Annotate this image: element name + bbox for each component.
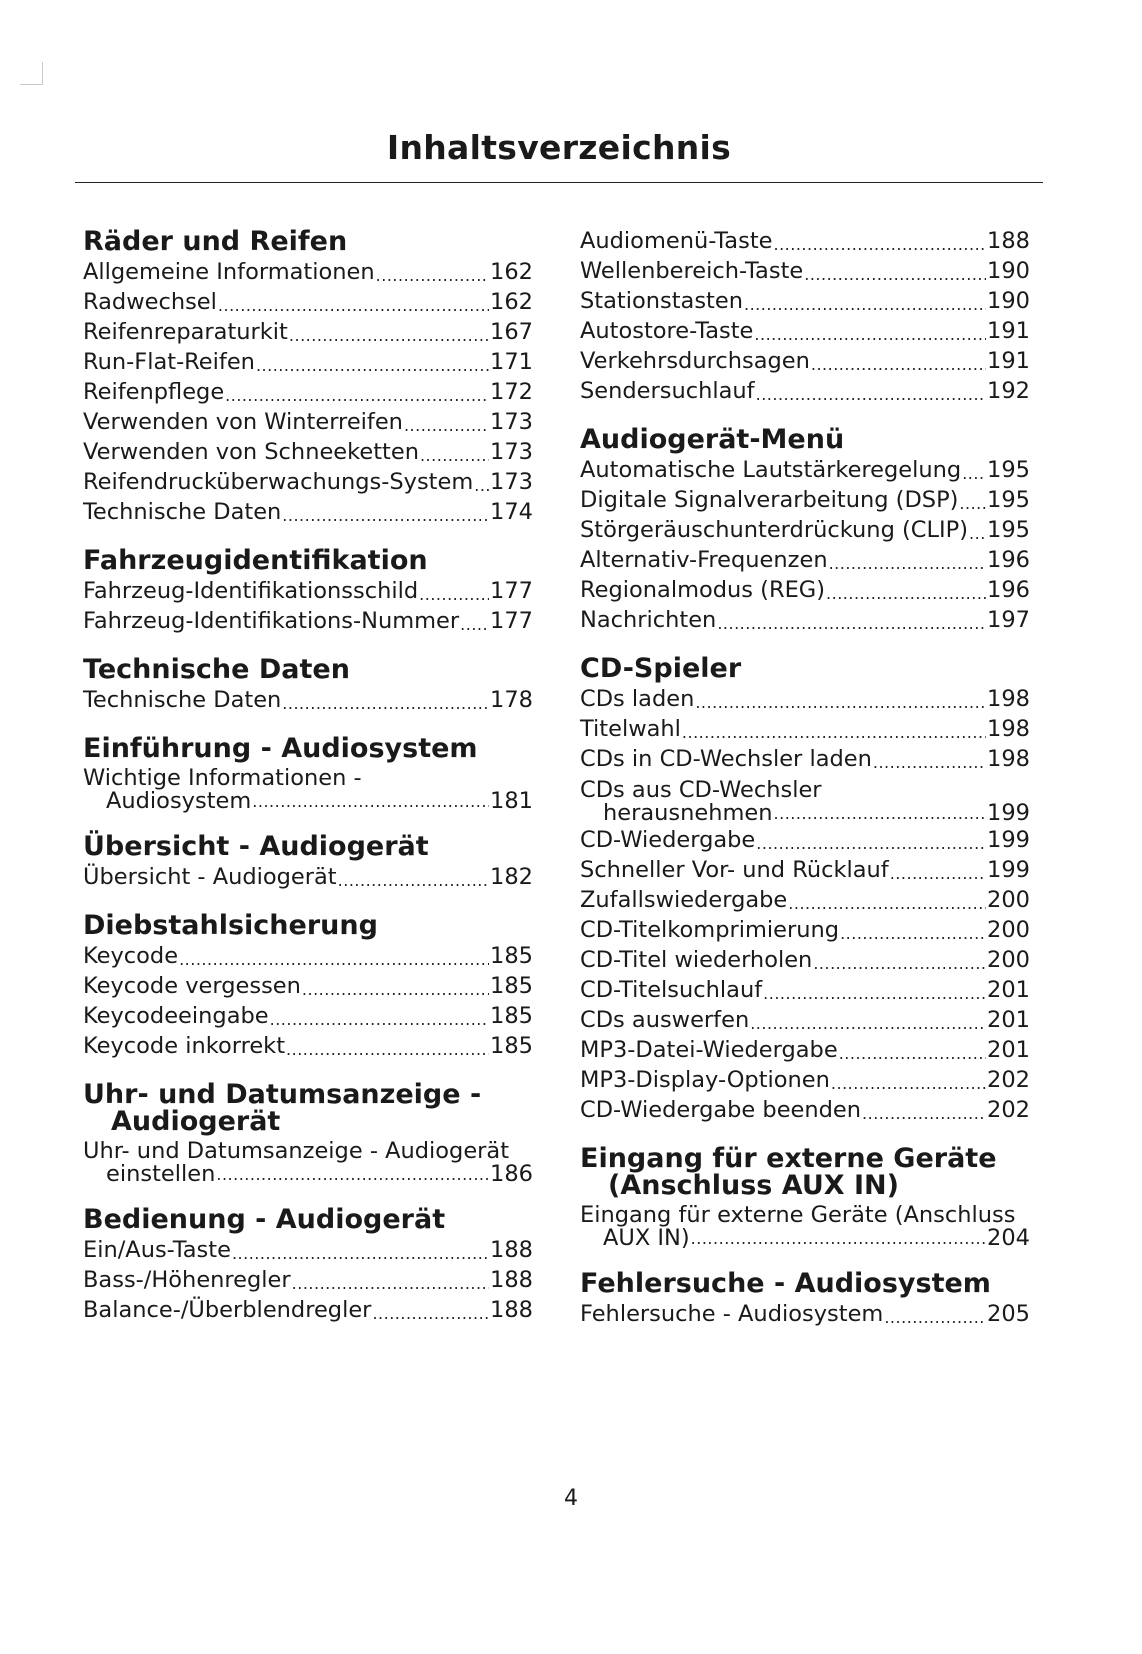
entry-page-number: 192 bbox=[987, 378, 1030, 404]
toc-entry[interactable] bbox=[83, 497, 533, 527]
entry-title: Ein/Aus-Taste bbox=[83, 1237, 231, 1263]
section-heading-text: Technische Daten bbox=[83, 654, 350, 685]
toc-entry[interactable] bbox=[580, 346, 1030, 376]
dot-leader bbox=[804, 264, 986, 286]
entry-page-number: 177 bbox=[490, 608, 533, 634]
dot-leader bbox=[890, 863, 986, 885]
dot-leader bbox=[179, 949, 489, 971]
toc-entry[interactable] bbox=[580, 885, 1030, 915]
entry-title: Allgemeine Informationen bbox=[83, 259, 375, 285]
section-heading[interactable] bbox=[83, 656, 533, 683]
toc-entry[interactable] bbox=[83, 407, 533, 437]
entry-title: CD-Wiedergabe beenden bbox=[580, 1097, 862, 1123]
toc-section bbox=[580, 226, 1030, 406]
toc-entry[interactable] bbox=[580, 744, 1030, 774]
dot-leader bbox=[256, 355, 489, 377]
entry-page-number: 199 bbox=[987, 800, 1030, 826]
entry-title: Keycode inkorrekt bbox=[83, 1033, 286, 1059]
dot-leader bbox=[460, 614, 489, 636]
entry-title-continued: herausnehmen bbox=[603, 800, 773, 826]
toc-entry[interactable] bbox=[83, 606, 533, 636]
entry-page-number: 205 bbox=[987, 1301, 1030, 1327]
section-heading-text-continued: (Anschluss AUX IN) bbox=[608, 1170, 899, 1201]
entry-title: Reifenreparaturkit bbox=[83, 319, 288, 345]
toc-entry[interactable] bbox=[580, 779, 1030, 825]
toc-entry[interactable] bbox=[83, 1235, 533, 1265]
entry-page-number: 200 bbox=[987, 887, 1030, 913]
entry-title: Alternativ-Frequenzen bbox=[580, 547, 828, 573]
entry-page-number: 181 bbox=[490, 788, 533, 814]
dot-leader bbox=[811, 354, 986, 376]
dot-leader bbox=[754, 324, 986, 346]
entry-page-number: 204 bbox=[987, 1225, 1030, 1251]
toc-entry[interactable] bbox=[83, 971, 533, 1001]
toc-entry[interactable] bbox=[83, 1031, 533, 1061]
dot-leader bbox=[232, 1243, 489, 1265]
entry-title-continued: AUX IN) bbox=[603, 1225, 690, 1251]
toc-section bbox=[83, 912, 533, 1061]
entry-page-number: 185 bbox=[490, 943, 533, 969]
entry-title: Schneller Vor- und Rücklauf bbox=[580, 857, 889, 883]
section-heading[interactable] bbox=[580, 1270, 1030, 1297]
toc-section bbox=[83, 833, 533, 892]
toc-entry[interactable] bbox=[83, 576, 533, 606]
entry-page-number: 185 bbox=[490, 973, 533, 999]
dot-leader bbox=[840, 923, 986, 945]
entry-title: Reifendrucküberwachungs-System bbox=[83, 469, 474, 495]
dot-leader bbox=[756, 384, 986, 406]
entry-title-continued: einstellen bbox=[106, 1161, 216, 1187]
toc-entry[interactable] bbox=[83, 437, 533, 467]
entry-page-number: 190 bbox=[987, 288, 1030, 314]
toc-entry[interactable] bbox=[580, 1204, 1030, 1250]
dot-leader bbox=[717, 613, 986, 635]
toc-entry[interactable] bbox=[83, 317, 533, 347]
section-heading[interactable] bbox=[83, 547, 533, 574]
toc-entry[interactable] bbox=[580, 915, 1030, 945]
dot-leader bbox=[831, 1073, 986, 1095]
entry-page-number: 201 bbox=[987, 1007, 1030, 1033]
dot-leader bbox=[695, 692, 986, 714]
entry-page-number: 188 bbox=[490, 1297, 533, 1323]
toc-entry[interactable] bbox=[83, 767, 533, 813]
entry-page-number: 195 bbox=[987, 517, 1030, 543]
toc-section bbox=[83, 1206, 533, 1325]
toc-entry[interactable] bbox=[83, 377, 533, 407]
toc-entry[interactable] bbox=[580, 1005, 1030, 1035]
section-heading[interactable] bbox=[83, 912, 533, 939]
entry-title: Nachrichten bbox=[580, 607, 717, 633]
entry-title: Balance-/Überblendregler bbox=[83, 1297, 372, 1323]
entry-page-number: 186 bbox=[490, 1161, 533, 1187]
entry-page-number: 178 bbox=[490, 687, 533, 713]
entry-page-number: 195 bbox=[987, 457, 1030, 483]
section-heading[interactable] bbox=[83, 1206, 533, 1233]
entry-title: Automatische Lautstärkeregelung bbox=[580, 457, 962, 483]
toc-entry[interactable] bbox=[83, 1001, 533, 1031]
entry-title: CD-Titelkomprimierung bbox=[580, 917, 840, 943]
entry-title: Technische Daten bbox=[83, 687, 282, 713]
entry-page-number: 190 bbox=[987, 258, 1030, 284]
entry-page-number: 185 bbox=[490, 1003, 533, 1029]
entry-title: Bass-/Höhenregler bbox=[83, 1267, 291, 1293]
dot-leader bbox=[252, 791, 489, 813]
dot-leader bbox=[829, 553, 986, 575]
entry-title: Stationstasten bbox=[580, 288, 743, 314]
toc-column-left bbox=[83, 228, 533, 1345]
entry-title: Keycodeeingabe bbox=[83, 1003, 269, 1029]
dot-leader bbox=[420, 445, 489, 467]
entry-title: CDs laden bbox=[580, 686, 695, 712]
dot-leader bbox=[756, 833, 986, 855]
dot-leader bbox=[289, 325, 489, 347]
entry-title: Wichtige Informationen - bbox=[83, 765, 362, 791]
entry-title: Digitale Signalverarbeitung (DSP) bbox=[580, 487, 959, 513]
toc-entry[interactable] bbox=[580, 316, 1030, 346]
toc-entry[interactable] bbox=[580, 1035, 1030, 1065]
toc-column-right bbox=[580, 228, 1030, 1349]
entry-page-number: 191 bbox=[987, 348, 1030, 374]
entry-page-number: 182 bbox=[490, 864, 533, 890]
toc-entry[interactable] bbox=[580, 485, 1030, 515]
section-heading[interactable] bbox=[580, 1145, 1030, 1199]
entry-title: MP3-Datei-Wiedergabe bbox=[580, 1037, 838, 1063]
entry-page-number: 167 bbox=[490, 319, 533, 345]
entry-title: Radwechsel bbox=[83, 289, 217, 315]
entry-title: Audiomenü-Taste bbox=[580, 228, 773, 254]
entry-title: Titelwahl bbox=[580, 716, 681, 742]
entry-page-number: 172 bbox=[490, 379, 533, 405]
dot-leader bbox=[282, 693, 489, 715]
toc-entry[interactable] bbox=[580, 286, 1030, 316]
toc-entry[interactable] bbox=[580, 1095, 1030, 1125]
entry-page-number: 191 bbox=[987, 318, 1030, 344]
dot-leader bbox=[839, 1043, 986, 1065]
section-heading[interactable] bbox=[83, 228, 533, 255]
toc-section bbox=[83, 735, 533, 813]
toc-section bbox=[83, 656, 533, 715]
toc-entry[interactable] bbox=[580, 975, 1030, 1005]
entry-page-number: 188 bbox=[490, 1267, 533, 1293]
entry-page-number: 201 bbox=[987, 977, 1030, 1003]
entry-title: CDs aus CD-Wechsler bbox=[580, 777, 822, 803]
toc-entry[interactable] bbox=[83, 685, 533, 715]
toc-section bbox=[580, 426, 1030, 635]
dot-leader bbox=[959, 493, 986, 515]
entry-title-continued-line bbox=[580, 1227, 1030, 1250]
toc-entry[interactable] bbox=[83, 941, 533, 971]
toc-entry[interactable] bbox=[83, 1265, 533, 1295]
dot-leader bbox=[744, 294, 986, 316]
entry-page-number: 185 bbox=[490, 1033, 533, 1059]
entry-page-number: 162 bbox=[490, 259, 533, 285]
dot-leader bbox=[691, 1228, 986, 1250]
dot-leader bbox=[404, 415, 489, 437]
entry-title: Verwenden von Winterreifen bbox=[83, 409, 403, 435]
entry-title: Keycode vergessen bbox=[83, 973, 301, 999]
toc-entry[interactable] bbox=[83, 1295, 533, 1325]
section-heading-text: Räder und Reifen bbox=[83, 226, 348, 257]
toc-section bbox=[580, 1145, 1030, 1250]
section-heading-text: Fehlersuche - Audiosystem bbox=[580, 1268, 991, 1299]
entry-page-number: 199 bbox=[987, 857, 1030, 883]
entry-page-number: 177 bbox=[490, 578, 533, 604]
dot-leader bbox=[862, 1103, 986, 1125]
entry-title-continued: Audiosystem bbox=[106, 788, 252, 814]
dot-leader bbox=[873, 752, 986, 774]
section-heading-text: CD-Spieler bbox=[580, 653, 742, 684]
entry-title-continued-line bbox=[580, 802, 1030, 825]
entry-page-number: 196 bbox=[987, 577, 1030, 603]
entry-title: Fahrzeug-Identifikationsschild bbox=[83, 578, 419, 604]
section-heading-text: Bedienung - Audiogerät bbox=[83, 1204, 446, 1235]
toc-entry[interactable] bbox=[83, 287, 533, 317]
toc-entry[interactable] bbox=[83, 467, 533, 497]
entry-title: Technische Daten bbox=[83, 499, 282, 525]
entry-page-number: 200 bbox=[987, 917, 1030, 943]
title-divider bbox=[75, 182, 1043, 183]
dot-leader bbox=[969, 523, 986, 545]
entry-title: CD-Wiedergabe bbox=[580, 827, 756, 853]
entry-page-number: 188 bbox=[490, 1237, 533, 1263]
entry-title: Fahrzeug-Identifikations-Nummer bbox=[83, 608, 460, 634]
dot-leader bbox=[788, 893, 986, 915]
section-heading-text: Übersicht - Audiogerät bbox=[83, 831, 429, 862]
entry-title: Eingang für externe Geräte (Anschluss bbox=[580, 1202, 1016, 1228]
page-title: Inhaltsverzeichnis bbox=[386, 128, 732, 167]
toc-entry[interactable] bbox=[580, 455, 1030, 485]
entry-title: Uhr- und Datumsanzeige - Audiogerät bbox=[83, 1138, 510, 1164]
toc-entry[interactable] bbox=[580, 1299, 1030, 1329]
entry-title: Störgeräuschunterdrückung (CLIP) bbox=[580, 517, 969, 543]
toc-entry[interactable] bbox=[83, 257, 533, 287]
dot-leader bbox=[225, 385, 489, 407]
entry-title: Reifenpflege bbox=[83, 379, 225, 405]
dot-leader bbox=[826, 583, 986, 605]
section-heading-text: Audiogerät-Menü bbox=[580, 424, 845, 455]
toc-entry[interactable] bbox=[580, 256, 1030, 286]
toc-entry[interactable] bbox=[580, 1065, 1030, 1095]
entry-title: CDs auswerfen bbox=[580, 1007, 750, 1033]
toc-entry[interactable] bbox=[580, 855, 1030, 885]
dot-leader bbox=[884, 1307, 986, 1329]
dot-leader bbox=[286, 1039, 489, 1061]
toc-section bbox=[83, 228, 533, 527]
entry-title: CDs in CD-Wechsler laden bbox=[580, 746, 872, 772]
entry-title: Sendersuchlauf bbox=[580, 378, 755, 404]
entry-page-number: 196 bbox=[987, 547, 1030, 573]
toc-entry[interactable] bbox=[83, 347, 533, 377]
entry-page-number: 201 bbox=[987, 1037, 1030, 1063]
section-heading[interactable] bbox=[83, 833, 533, 860]
entry-page-number: 173 bbox=[490, 409, 533, 435]
dot-leader bbox=[962, 463, 986, 485]
dot-leader bbox=[292, 1273, 489, 1295]
toc-section bbox=[83, 1081, 533, 1186]
dot-leader bbox=[774, 803, 987, 825]
dot-leader bbox=[682, 722, 986, 744]
toc-section bbox=[83, 547, 533, 636]
section-heading-text-continued: Audiogerät bbox=[111, 1106, 281, 1137]
toc-entry[interactable] bbox=[580, 515, 1030, 545]
section-heading[interactable] bbox=[580, 426, 1030, 453]
section-heading[interactable] bbox=[83, 1081, 533, 1135]
toc-section bbox=[580, 655, 1030, 1125]
toc-entry[interactable] bbox=[580, 945, 1030, 975]
dot-leader bbox=[813, 953, 986, 975]
dot-leader bbox=[763, 983, 986, 1005]
entry-page-number: 173 bbox=[490, 469, 533, 495]
entry-title: Run-Flat-Reifen bbox=[83, 349, 255, 375]
entry-page-number: 198 bbox=[987, 716, 1030, 742]
dot-leader bbox=[750, 1013, 986, 1035]
toc-entry[interactable] bbox=[580, 226, 1030, 256]
entry-title: Verkehrsdurchsagen bbox=[580, 348, 810, 374]
entry-page-number: 198 bbox=[987, 746, 1030, 772]
entry-title-continued-line bbox=[83, 1163, 533, 1186]
entry-page-number: 171 bbox=[490, 349, 533, 375]
section-heading[interactable] bbox=[83, 735, 533, 762]
entry-page-number: 173 bbox=[490, 439, 533, 465]
entry-page-number: 199 bbox=[987, 827, 1030, 853]
entry-page-number: 198 bbox=[987, 686, 1030, 712]
dot-leader bbox=[302, 979, 489, 1001]
section-heading-text: Eingang für externe Geräte bbox=[580, 1143, 997, 1174]
entry-page-number: 200 bbox=[987, 947, 1030, 973]
section-heading-text: Einführung - Audiosystem bbox=[83, 733, 478, 764]
entry-page-number: 188 bbox=[987, 228, 1030, 254]
toc-entry[interactable] bbox=[83, 862, 533, 892]
dot-leader bbox=[338, 870, 489, 892]
entry-title: Regionalmodus (REG) bbox=[580, 577, 826, 603]
entry-title: Fehlersuche - Audiosystem bbox=[580, 1301, 884, 1327]
toc-entry[interactable] bbox=[580, 714, 1030, 744]
section-heading-text: Uhr- und Datumsanzeige - bbox=[83, 1079, 482, 1110]
dot-leader bbox=[218, 295, 489, 317]
entry-page-number: 202 bbox=[987, 1067, 1030, 1093]
toc-entry[interactable] bbox=[580, 825, 1030, 855]
dot-leader bbox=[270, 1009, 489, 1031]
dot-leader bbox=[282, 505, 489, 527]
dot-leader bbox=[376, 265, 489, 287]
crop-mark bbox=[20, 62, 43, 85]
toc-entry[interactable] bbox=[580, 376, 1030, 406]
entry-page-number: 202 bbox=[987, 1097, 1030, 1123]
entry-page-number: 174 bbox=[490, 499, 533, 525]
section-heading-text: Fahrzeugidentifikation bbox=[83, 545, 428, 576]
toc-entry[interactable] bbox=[580, 545, 1030, 575]
entry-title: Wellenbereich-Taste bbox=[580, 258, 804, 284]
entry-title-continued-line bbox=[83, 790, 533, 813]
dot-leader bbox=[474, 475, 489, 497]
toc-entry[interactable] bbox=[83, 1140, 533, 1186]
page-number: 4 bbox=[564, 1486, 578, 1511]
entry-page-number: 197 bbox=[987, 607, 1030, 633]
entry-title: Autostore-Taste bbox=[580, 318, 754, 344]
toc-entry[interactable] bbox=[580, 575, 1030, 605]
dot-leader bbox=[419, 584, 489, 606]
entry-page-number: 162 bbox=[490, 289, 533, 315]
dot-leader bbox=[372, 1303, 489, 1325]
entry-page-number: 195 bbox=[987, 487, 1030, 513]
entry-title: Verwenden von Schneeketten bbox=[83, 439, 419, 465]
toc-entry[interactable] bbox=[580, 605, 1030, 635]
section-heading-text: Diebstahlsicherung bbox=[83, 910, 378, 941]
toc-entry[interactable] bbox=[580, 684, 1030, 714]
toc-section bbox=[580, 1270, 1030, 1329]
entry-title: Zufallswiedergabe bbox=[580, 887, 788, 913]
entry-title: MP3-Display-Optionen bbox=[580, 1067, 830, 1093]
section-heading[interactable] bbox=[580, 655, 1030, 682]
entry-title: CD-Titel wiederholen bbox=[580, 947, 813, 973]
dot-leader bbox=[216, 1164, 489, 1186]
entry-title: CD-Titelsuchlauf bbox=[580, 977, 763, 1003]
dot-leader bbox=[773, 234, 986, 256]
entry-title: Keycode bbox=[83, 943, 179, 969]
entry-title: Übersicht - Audiogerät bbox=[83, 864, 337, 890]
